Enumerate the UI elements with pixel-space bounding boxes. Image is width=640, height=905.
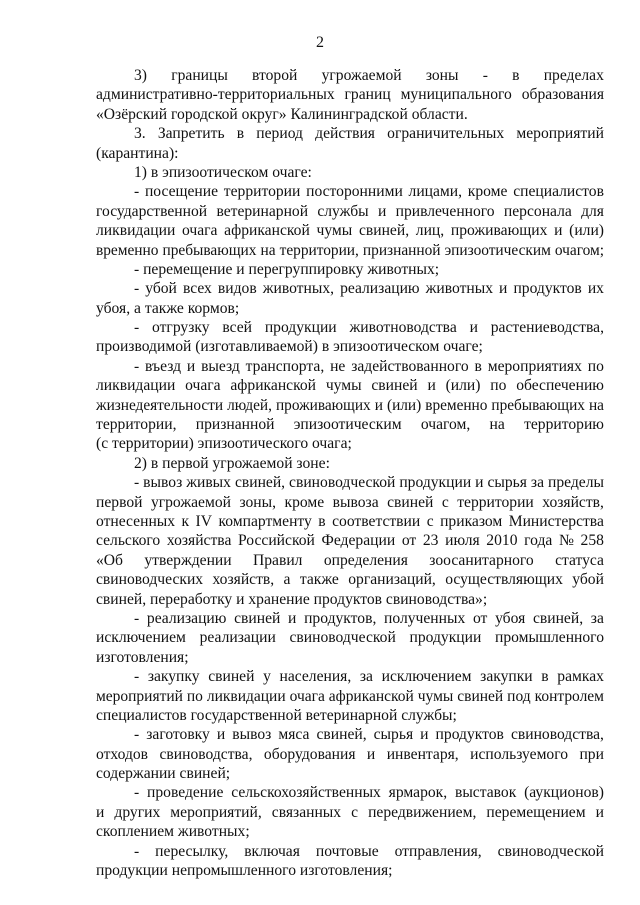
text-line: убоя, а также кормов; bbox=[96, 299, 240, 317]
text-line: 2) в первой угрожаемой зоне: bbox=[134, 454, 330, 472]
text-line: содержании свиней; bbox=[96, 765, 231, 783]
text-line: 1) в эпизоотическом очаге: bbox=[134, 163, 312, 181]
text-line: «Озёрский городской округ» Калининградской области. bbox=[96, 105, 468, 123]
text-line: временно пребывающих на территории, признанной эпизоотическим очагом; bbox=[96, 241, 604, 259]
text-line: свиней, переработку и хранение продуктов свиноводства»; bbox=[96, 590, 488, 608]
text-line: (карантина): bbox=[96, 144, 179, 162]
text-line: - посещение территории посторонними лицами, кроме специалистов bbox=[134, 183, 604, 201]
text-line: отходов свиноводства, оборудования и инвентаря, используемого при bbox=[96, 745, 604, 763]
text-line: 3) границы второй угрожаемой зоны - в пределах bbox=[134, 67, 604, 84]
text-line: ликвидации очага африканской чумы свиней и (или) по обеспечению bbox=[96, 377, 604, 395]
text-line: - закупку свиней у населения, за исключением закупки в рамках bbox=[134, 668, 604, 686]
text-line: исключением реализации свиноводческой продукции промышленного bbox=[96, 629, 604, 647]
text-line: сельского хозяйства Российской Федерации от 23 июля 2010 года № 258 bbox=[96, 532, 604, 550]
text-line: продукции непромышленного изготовления; bbox=[96, 862, 393, 880]
text-line: - пересылку, включая почтовые отправления, свиноводческой bbox=[134, 842, 604, 860]
text-line: - отгрузку всей продукции животноводства и растениеводства, bbox=[134, 319, 604, 337]
text-line: - убой всех видов животных, реализацию животных и продуктов их bbox=[134, 280, 604, 298]
text-line: (с территории) эпизоотического очага; bbox=[96, 435, 352, 453]
text-line: «Об утверждении Правил определения зоосанитарного статуса bbox=[96, 551, 604, 569]
text-line: первой угрожаемой зоны, кроме вывоза свиней с территории хозяйств, bbox=[96, 493, 604, 511]
text-line: производимой (изготавливаемой) в эпизоотическом очаге; bbox=[96, 338, 483, 356]
text-line: изготовления; bbox=[96, 648, 189, 666]
text-line: и других мероприятий, связанных с передвижением, перемещением и bbox=[96, 803, 604, 821]
text-line: - въезд и выезд транспорта, не задействованного в мероприятиях по bbox=[134, 357, 604, 375]
document-body bbox=[96, 66, 604, 880]
text-line: жизнедеятельности людей, проживающих и (или) временно пребывающих на bbox=[96, 396, 604, 414]
text-line: скоплением животных; bbox=[96, 823, 250, 841]
text-line: мероприятий по ликвидации очага африканской чумы свиней под контролем bbox=[96, 687, 604, 705]
text-line: административно-территориальных границ муниципального образования bbox=[96, 86, 604, 104]
text-line: - перемещение и перегруппировку животных; bbox=[134, 260, 440, 278]
text-line: - заготовку и вывоз мяса свиней, сырья и продуктов свиноводства, bbox=[134, 726, 604, 744]
text-line: государственной ветеринарной службы и привлеченного персонала для bbox=[96, 202, 604, 220]
text-line: отнесенных к IV компартменту в соответствии с приказом Министерства bbox=[96, 512, 604, 530]
page-number: 2 bbox=[316, 34, 324, 51]
text-line: - проведение сельскохозяйственных ярмарок, выставок (аукционов) bbox=[134, 784, 604, 802]
text-line: специалистов государственной ветеринарной службы; bbox=[96, 706, 457, 724]
text-line: - вывоз живых свиней, свиноводческой продукции и сырья за пределы bbox=[134, 474, 604, 492]
text-line: свиноводческих хозяйств, а также организаций, осуществляющих убой bbox=[96, 571, 604, 589]
text-line: 3. Запретить в период действия ограничительных мероприятий bbox=[134, 125, 604, 143]
text-line: территории, признанной эпизоотическим очагом, на территорию bbox=[96, 416, 604, 434]
text-line: - реализацию свиней и продуктов, полученных от убоя свиней, за bbox=[134, 609, 604, 627]
text-line: ликвидации очага африканской чумы свиней, лиц, проживающих и (или) bbox=[96, 222, 604, 240]
